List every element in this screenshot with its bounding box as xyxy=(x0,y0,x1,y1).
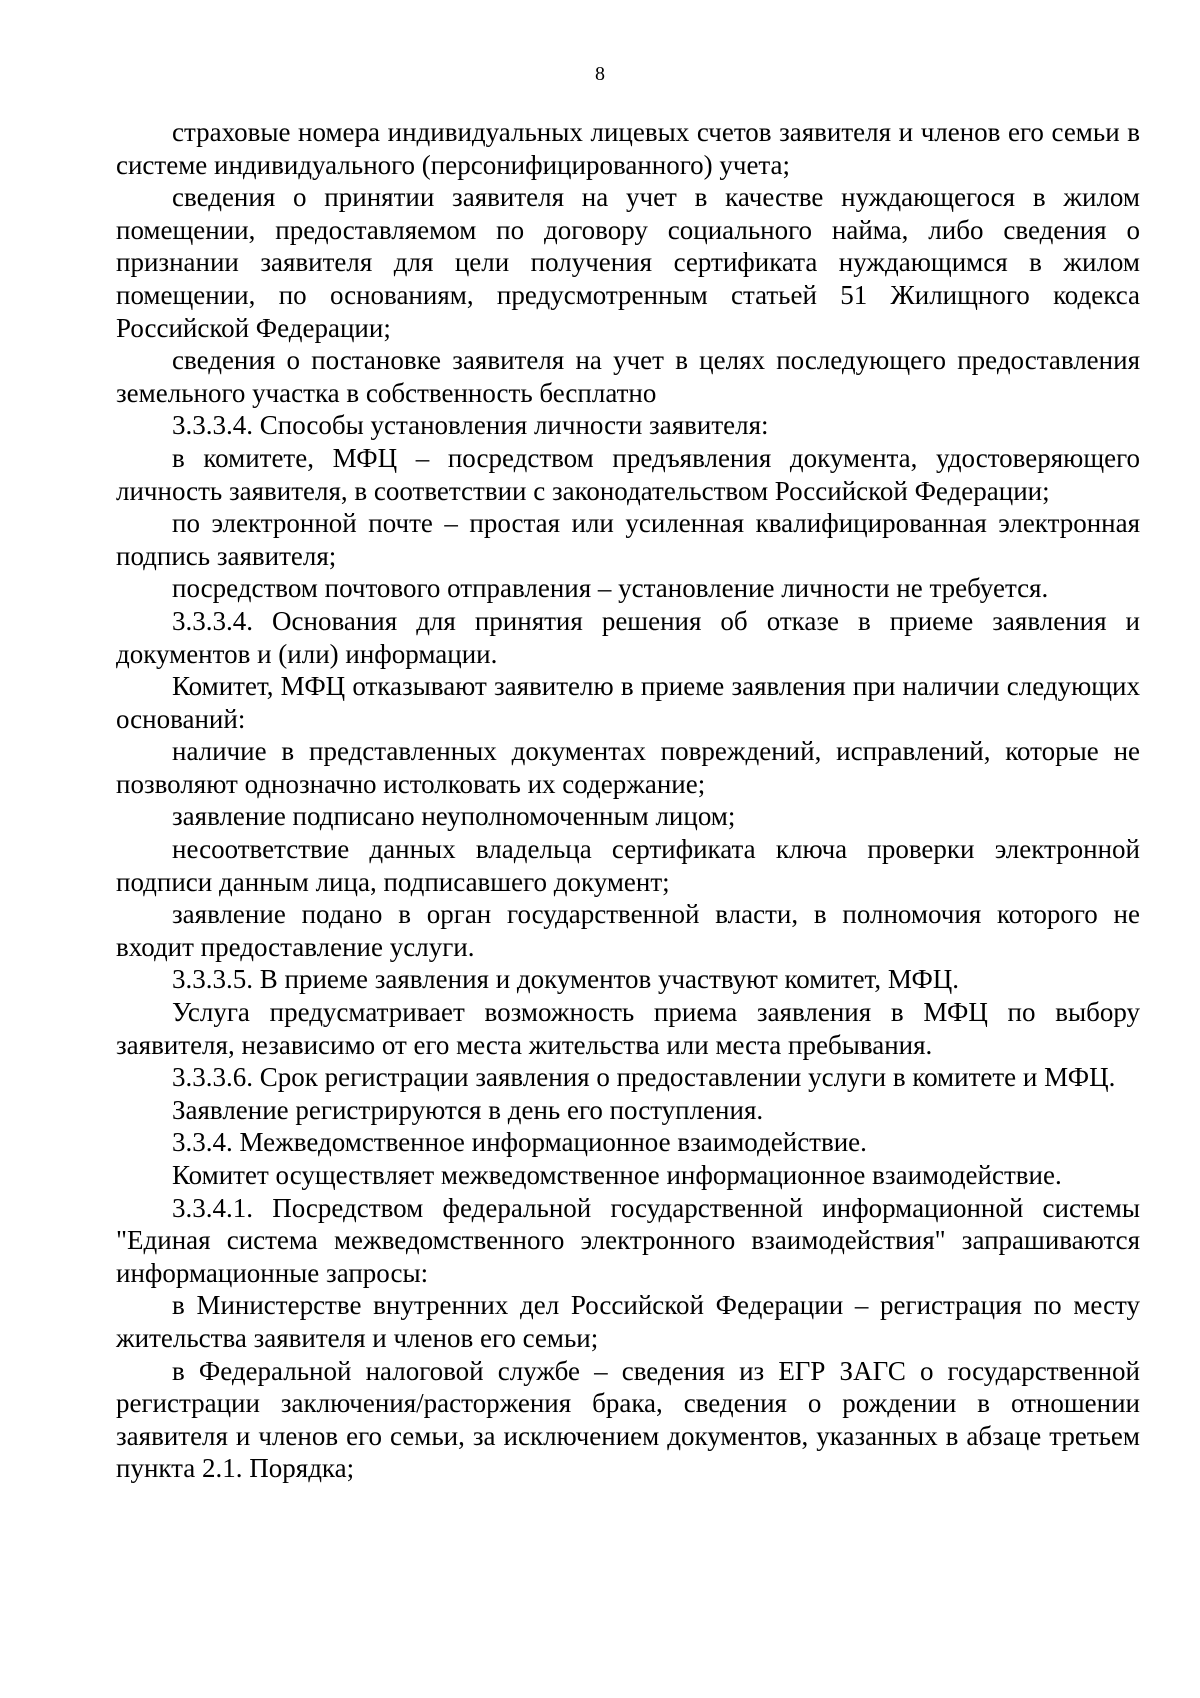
document-body xyxy=(116,116,1140,1485)
paragraph: в Федеральной налоговой службе – сведения из ЕГР ЗАГС о государственной регистрации заключения/расторжения брака, сведения о рождении в отношении заявителя и членов его семьи, за исключением документов, указанных в абзаце третьем пункта 2.1. Порядка; xyxy=(116,1355,1140,1484)
paragraph: Заявление регистрируются в день его поступления. xyxy=(172,1094,764,1125)
paragraph: несоответствие данных владельца сертификата ключа проверки электронной подписи данным лица, подписавшего документ; xyxy=(116,834,1140,897)
paragraph: Комитет осуществляет межведомственное информационное взаимодействие. xyxy=(172,1160,1062,1190)
paragraph: по электронной почте – простая или усиленная квалифицированная электронная подпись заявителя; xyxy=(116,508,1140,571)
section-heading: 3.3.4. Межведомственное информационное взаимодействие. xyxy=(172,1127,867,1158)
paragraph: посредством почтового отправления – установление личности не требуется. xyxy=(172,573,1049,604)
section-heading: 3.3.3.4. Способы установления личности заявителя: xyxy=(172,410,769,441)
paragraph: страховые номера индивидуальных лицевых счетов заявителя и членов его семьи в системе индивидуального (персонифицированного) учета; xyxy=(116,117,1140,180)
paragraph: Услуга предусматривает возможность приема заявления в МФЦ по выбору заявителя, независимо от его места жительства или места пребывания. xyxy=(116,997,1140,1060)
paragraph: сведения о постановке заявителя на учет в целях последующего предоставления земельного участка в собственность бесплатно xyxy=(116,345,1140,408)
paragraph: наличие в представленных документах повреждений, исправлений, которые не позволяют однозначно истолковать их содержание; xyxy=(116,736,1140,799)
page-number: 8 xyxy=(595,63,605,85)
paragraph: в Министерстве внутренних дел Российской Федерации – регистрация по месту жительства заявителя и членов его семьи; xyxy=(116,1290,1140,1353)
section-heading: 3.3.3.5. В приеме заявления и документов участвуют комитет, МФЦ. xyxy=(172,964,960,995)
paragraph: в комитете, МФЦ – посредством предъявления документа, удостоверяющего личность заявителя, в соответствии с законодательством Российской Федерации; xyxy=(116,442,1140,506)
paragraph: сведения о принятии заявителя на учет в качестве нуждающегося в жилом помещении, предоставляемом по договору социального найма, либо сведения о признании заявителя для цели получения сертификата нуждающимся в жилом помещении, по основаниям, предусмотренным статьей 51 Жилищного кодекса Российской Федерации; xyxy=(116,182,1140,343)
section-heading: 3.3.3.4. Основания для принятия решения об отказе в приеме заявления и документов и (или) информации. xyxy=(116,605,1140,669)
section-heading: 3.3.3.6. Срок регистрации заявления о предоставлении услуги в комитете и МФЦ. xyxy=(172,1062,1116,1093)
paragraph: Комитет, МФЦ отказывают заявителю в приеме заявления при наличии следующих оснований: xyxy=(116,671,1140,734)
paragraph: заявление подписано неуполномоченным лицом; xyxy=(172,801,736,832)
section-heading: 3.3.4.1. Посредством федеральной государственной информационной системы "Единая система межведомственного электронного взаимодействия" запрашиваются информационные запросы: xyxy=(116,1192,1140,1288)
paragraph: заявление подано в орган государственной власти, в полномочия которого не входит предоставление услуги. xyxy=(116,899,1140,962)
